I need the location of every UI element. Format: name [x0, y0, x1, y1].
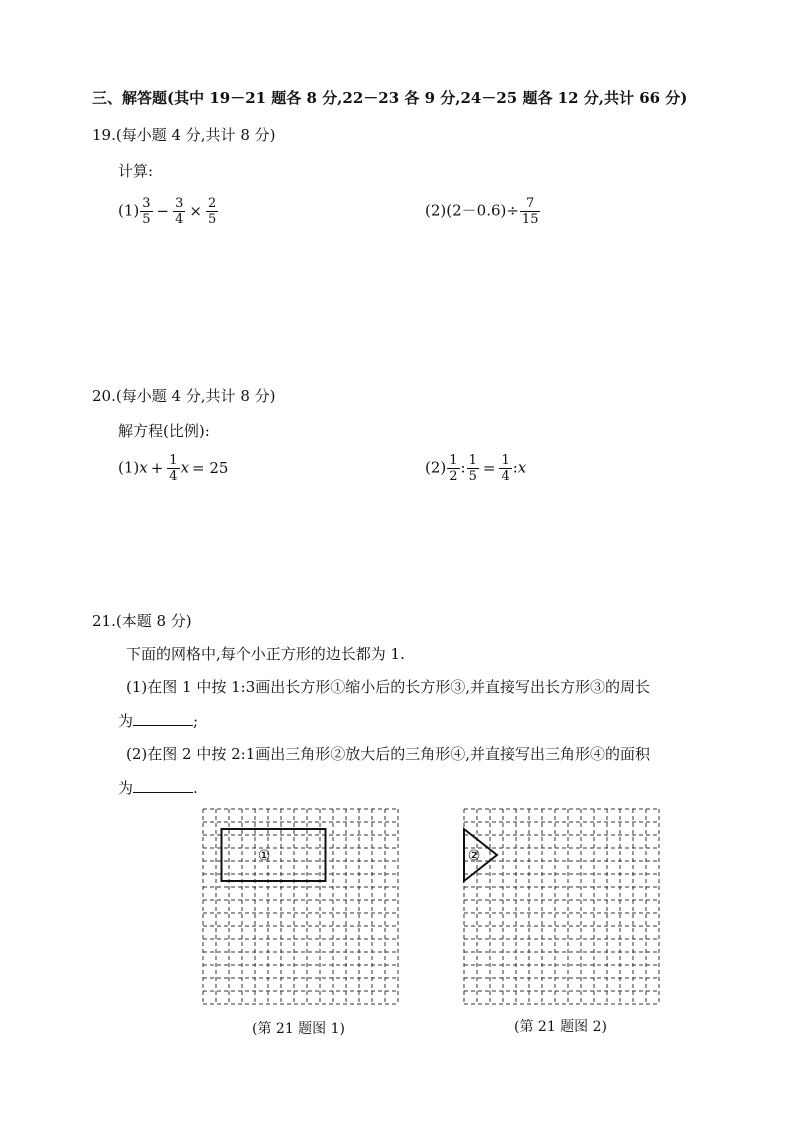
q20-instruction: 解方程(比例): — [118, 422, 210, 440]
q19-part1: (1) $\frac{3}{5}$ − $\frac{3}{4}$ × $\frac{2}{5}$ — [118, 196, 217, 227]
fraction: $\frac{2}{5}$ — [207, 196, 217, 227]
fraction: $\frac{1}{4}$ — [169, 453, 178, 484]
q20-part2: (2) $\frac{1}{2}$ : $\frac{1}{5}$ = $\frac{1}{4}$ :x — [425, 453, 527, 484]
fraction: $\frac{1}{5}$ — [468, 453, 477, 484]
q20-title: 20.(每小题 4 分,共计 8 分) — [92, 387, 276, 405]
fraction: $\frac{3}{5}$ — [142, 196, 151, 227]
rectangle-1 — [222, 829, 326, 881]
rectangle-1-label: ① — [257, 848, 271, 864]
q21-part2-answer-line: 为 . — [118, 779, 198, 797]
figure2-caption: (第 21 题图 2) — [514, 1019, 607, 1035]
figure1-caption: (第 21 题图 1) — [252, 1021, 345, 1037]
q19-title: 19.(每小题 4 分,共计 8 分) — [92, 126, 276, 144]
q19-part1-label: (1) — [118, 201, 140, 220]
q21-intro: 下面的网格中,每个小正方形的边长都为 1. — [126, 645, 405, 663]
section-header: 三、解答题(其中 19－21 题各 8 分,22－23 各 9 分,24－25 题各 12 分,共计 66 分) — [92, 89, 688, 107]
fraction: $\frac{1}{4}$ — [501, 453, 510, 484]
answer-blank[interactable] — [133, 711, 193, 726]
triangle-2-label: ② — [467, 848, 481, 864]
figure1-grid — [202, 808, 402, 1006]
figure2-grid — [463, 808, 663, 1006]
fraction: $\frac{1}{2}$ — [449, 453, 458, 484]
q19-part2-label: (2) — [425, 201, 447, 220]
q19-part2 — [425, 196, 541, 227]
q19-instruction: 计算: — [118, 162, 154, 180]
q20-part1: (1)x + $\frac{1}{4}$ x = 25 — [118, 453, 229, 484]
q19-part2-expr: (2－0.6)÷ — [446, 201, 519, 220]
q21-part2-text: (2)在图 2 中按 2:1画出三角形②放大后的三角形④,并直接写出三角形④的面积 — [126, 745, 651, 763]
fraction: $\frac{3}{4}$ — [175, 196, 184, 227]
q21-title: 21.(本题 8 分) — [92, 612, 192, 630]
q21-part1-answer-line: 为 ; — [118, 712, 199, 730]
answer-blank[interactable] — [133, 778, 193, 793]
q21-part1-text: (1)在图 1 中按 1:3画出长方形①缩小后的长方形③,并直接写出长方形③的周长 — [126, 678, 651, 696]
fraction: $\frac{7}{15}$ — [521, 196, 539, 227]
